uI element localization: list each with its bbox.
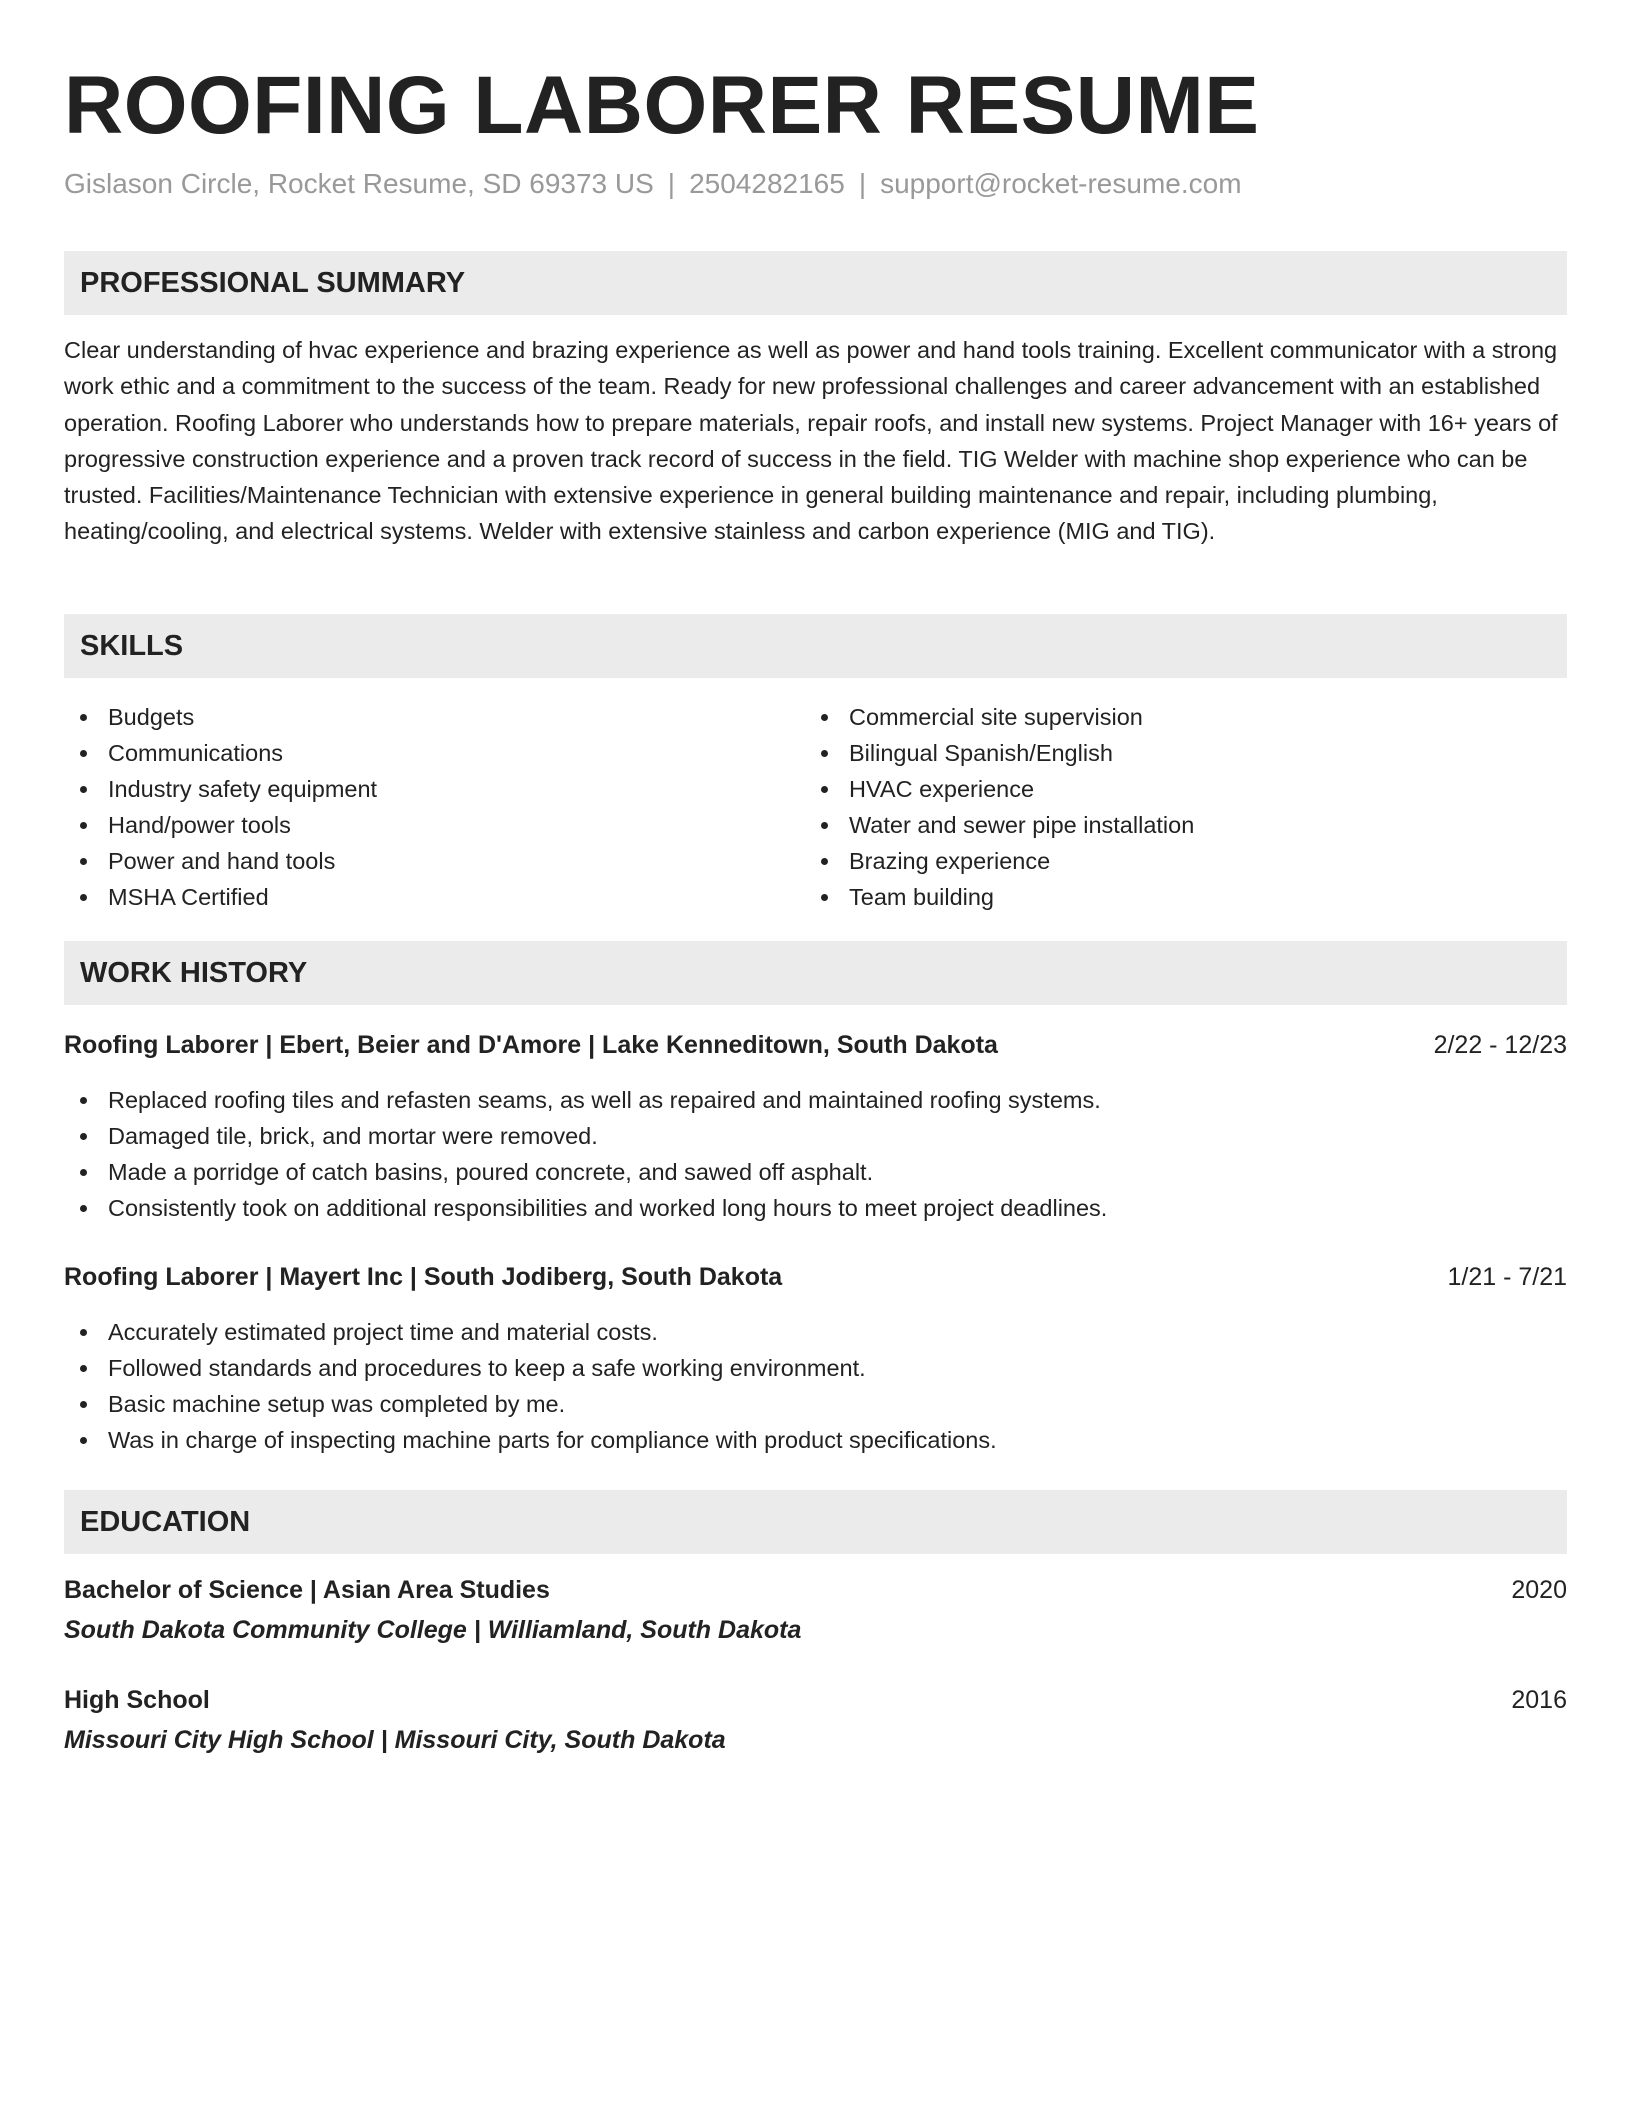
summary-text: Clear understanding of hvac experience and brazing experience as well as power and hand tools training. Excellent communicator with a strong work ethic and a commitment to the success of the team. Ready for new professional challenges and career advancement with an established operation. Roofing Laborer who understands how to prepare materials, repair roofs, and install new systems. Project Manager with 16+ years of progressive construction experience and a proven track record of success in the field. TIG Welder with machine shop experience who can be trusted. Facilities/Maintenance Technician with extensive experience in general building maintenance and repair, including plumbing, heating/cooling, and electrical systems. Welder with extensive stainless and carbon experience (MIG and TIG).: [64, 337, 1558, 545]
skill-item: Power and hand tools: [64, 843, 377, 879]
skill-item: Team building: [805, 879, 1194, 915]
section-header-summary: PROFESSIONAL SUMMARY: [64, 251, 1567, 315]
job-dates: 1/21 - 7/21: [1447, 1263, 1567, 1291]
job-bullet: Made a porridge of catch basins, poured concrete, and sawed off asphalt.: [64, 1154, 1107, 1190]
job-title: Roofing Laborer | Mayert Inc | South Jodiberg, South Dakota: [64, 1263, 783, 1291]
skill-item: HVAC experience: [805, 771, 1194, 807]
skill-item: MSHA Certified: [64, 879, 377, 915]
education-degree: High School: [64, 1686, 210, 1714]
contact-phone: 2504282165: [689, 168, 845, 199]
contact-address: Gislason Circle, Rocket Resume, SD 69373 US: [64, 168, 654, 199]
job-bullet: Was in charge of inspecting machine parts for compliance with product specifications.: [64, 1422, 997, 1458]
skill-item: Commercial site supervision: [805, 699, 1194, 735]
job-bullets: [64, 1082, 1107, 1226]
skill-item: Water and sewer pipe installation: [805, 807, 1194, 843]
skill-item: Hand/power tools: [64, 807, 377, 843]
job-dates: 2/22 - 12/23: [1433, 1031, 1567, 1059]
skill-item: Bilingual Spanish/English: [805, 735, 1194, 771]
job-bullet: Accurately estimated project time and material costs.: [64, 1314, 997, 1350]
education-school: South Dakota Community College | Williamland, South Dakota: [64, 1616, 802, 1644]
job-bullet: Damaged tile, brick, and mortar were removed.: [64, 1118, 1107, 1154]
job-title: Roofing Laborer | Ebert, Beier and D'Amore | Lake Kenneditown, South Dakota: [64, 1031, 998, 1059]
education-year: 2020: [1511, 1576, 1567, 1604]
skill-item: Communications: [64, 735, 377, 771]
education-year: 2016: [1511, 1686, 1567, 1714]
contact-line: [64, 166, 1242, 202]
contact-separator: |: [667, 168, 676, 199]
job-bullet: Followed standards and procedures to keep a safe working environment.: [64, 1350, 997, 1386]
resume-title: ROOFING LABORER RESUME: [64, 60, 1260, 151]
skill-item: Brazing experience: [805, 843, 1194, 879]
job-bullets: [64, 1314, 997, 1458]
job-bullet: Consistently took on additional responsibilities and worked long hours to meet project deadlines.: [64, 1190, 1107, 1226]
skills-column-right: [805, 699, 1194, 915]
skills-column-left: [64, 699, 377, 915]
section-header-education: EDUCATION: [64, 1490, 1567, 1554]
section-header-work-history: WORK HISTORY: [64, 941, 1567, 1005]
contact-email: support@rocket-resume.com: [880, 168, 1242, 199]
skill-item: Budgets: [64, 699, 377, 735]
education-degree: Bachelor of Science | Asian Area Studies: [64, 1576, 550, 1604]
contact-separator: |: [858, 168, 867, 199]
education-school: Missouri City High School | Missouri City, South Dakota: [64, 1726, 726, 1754]
section-header-skills: SKILLS: [64, 614, 1567, 678]
skill-item: Industry safety equipment: [64, 771, 377, 807]
job-bullet: Basic machine setup was completed by me.: [64, 1386, 997, 1422]
job-bullet: Replaced roofing tiles and refasten seams, as well as repaired and maintained roofing systems.: [64, 1082, 1107, 1118]
